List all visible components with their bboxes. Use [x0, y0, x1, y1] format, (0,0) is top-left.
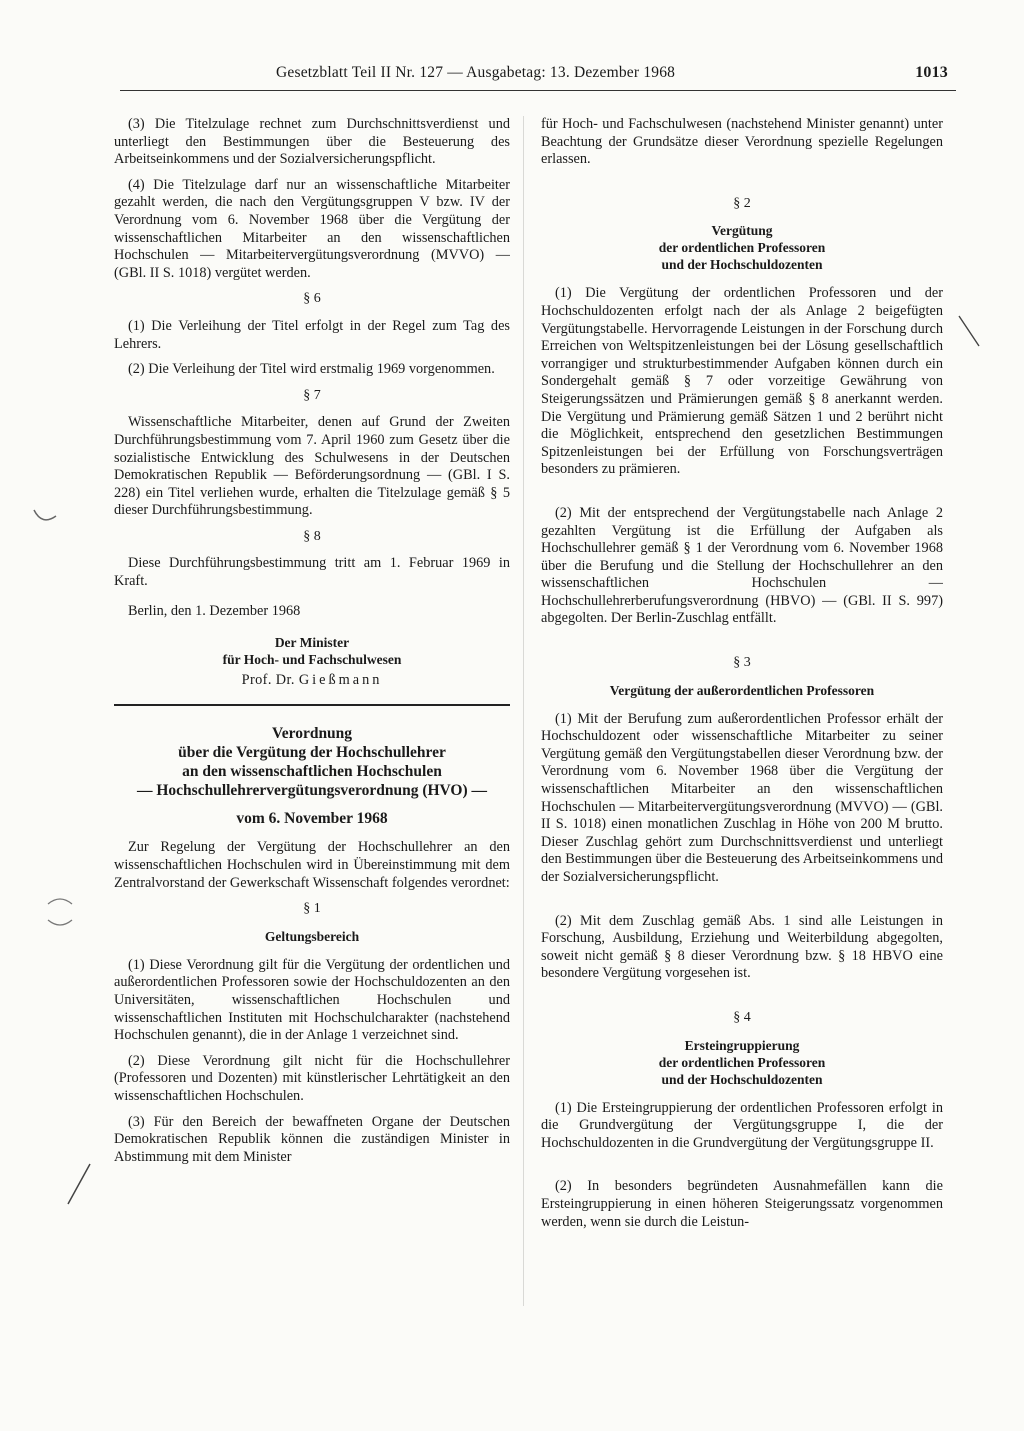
- section-4-paragraph-2: (2) In besonders begründeten Ausnahmefällen kann die Ersteingruppierung in einen höheren Steigerungssatz vorgenommen werden, wenn sie durch die Leistun-: [541, 1178, 943, 1230]
- section-1-paragraph-1: (1) Diese Verordnung gilt für die Vergütung der ordentlichen und außerordentlichen Professoren sowie der Hochschuldozenten an den Universitäten, wissenschaftlichen Hochschulen und wissenschaftlichen Instituten mit Hochschulcharakter (nachstehend Hochschulen genannt), die in der Anlage 1 verzeichnet sind.: [114, 956, 510, 1044]
- section-7-paragraph-1: Wissenschaftliche Mitarbeiter, denen auf Grund der Zweiten Durchführungsbestimmung vom 7. April 1960 zum Gesetz über die sozialistische Entwicklung des Schulwesens in der Deutschen Demokratischen Republik — Beförderungsordnung — (GBl. I S. 228) ein Titel verliehen wurde, erhalten die Titelzulage gemäß § 5 dieser Durchführungsbestimmung.: [114, 414, 510, 519]
- section-2-label: § 2: [733, 195, 751, 211]
- section-1-paragraph-2: (2) Diese Verordnung gilt nicht für die Hochschullehrer (Professoren und Dozenten) mit künstlerischer Lehrtätigkeit an den wissenschaftlichen Hochschulen.: [114, 1052, 510, 1104]
- scan-mark-slash: [955, 312, 985, 352]
- section-7-label: § 7: [303, 387, 321, 403]
- signer-org-line-2: für Hoch- und Fachschulwesen: [222, 652, 402, 668]
- paragraph-titelzulage-4: (4) Die Titelzulage darf nur an wissenschaftliche Mitarbeiter gezahlt werden, die nach den Vergütungsgruppen V bzw. IV der Verordnung vom 6. November 1968 über die Vergütung der wissenschaftlichen Mitarbeiter an den wissenschaftlichen Hochschulen — Mitarbeitervergütungsverordnung (MVVO) — (GBl. II S. 1018) vergütet werden.: [114, 176, 510, 281]
- section-1-label: § 1: [303, 901, 321, 917]
- section-4-label: § 4: [733, 1009, 751, 1025]
- separator-rule: [114, 704, 510, 706]
- header-title: Gesetzblatt Teil II Nr. 127 — Ausgabetag: 13. Dezember 1968: [276, 64, 676, 81]
- section-2-heading-line-1: Vergütung: [711, 223, 773, 239]
- place-and-date: Berlin, den 1. Dezember 1968: [128, 602, 301, 619]
- continuation-paragraph: für Hoch- und Fachschulwesen (nachstehend Minister genannt) unter Beachtung der Grundsätze dieser Verordnung spezielle Regelungen erlassen.: [541, 116, 943, 168]
- section-4-heading-line-1: Ersteingruppierung: [684, 1037, 800, 1053]
- section-1-heading: Geltungsbereich: [264, 928, 360, 944]
- scan-mark-circle: [40, 890, 80, 930]
- scan-mark-arc: [30, 500, 60, 530]
- section-4-heading-line-2: der ordentlichen Professoren: [658, 1054, 826, 1070]
- ordinance-title-line-2: über die Vergütung der Hochschullehrer: [178, 743, 446, 761]
- section-6-label: § 6: [303, 291, 321, 307]
- ordinance-title-line-4: — Hochschullehrervergütungsverordnung (HVO) —: [136, 781, 488, 799]
- preamble: Zur Regelung der Vergütung der Hochschullehrer an den wissenschaftlichen Hochschulen wird in Übereinstimmung mit dem Zentralvorstand der Gewerkschaft Wissenschaft folgendes verordnet:: [114, 839, 510, 891]
- section-6-paragraph-1: (1) Die Verleihung der Titel erfolgt in der Regel zum Tag des Lehrers.: [114, 317, 510, 352]
- section-2-heading-line-2: der ordentlichen Professoren: [658, 240, 826, 256]
- section-2-paragraph-2: (2) Mit der entsprechend der Vergütungstabelle nach Anlage 2 gezahlten Vergütung ist die Erfüllung der Aufgaben als Hochschullehrer gemäß § 1 der Verordnung vom 6. November 1968 über die Berufung und die Stellung der Hochschullehrer an den wissenschaftlichen Hochschulen — Hochschullehrerberufungsverordnung (HBVO) — (GBl. II S. 997) abgegolten. Der Berlin-Zuschlag entfällt.: [541, 504, 943, 627]
- section-2-paragraph-1: (1) Die Vergütung der ordentlichen Professoren und der Hochschuldozenten erfolgt nach der als Anlage 2 beigefügten Vergütungstabelle. Hervorragende Leistungen in der Forschung durch Erreichen von Weltspitzenleistungen bei der Lösung gesellschaftlich vorrangiger und strukturbestimmender Aufgaben können durch ein Sondergehalt gemäß § 7 oder vorzeitige Gewährung von Steigerungssätzen und Prämierungen gemäß § 8 anerkannt werden. Die Vergütung und Prämierung gemäß Sätzen 1 und 2 berührt nicht die Möglichkeit, entsprechend den gesetzlichen Bestimmungen Spitzenleistungen bei der Erfüllung von Forschungsverträgen besonders zu prämieren.: [541, 285, 943, 478]
- section-6-paragraph-2: (2) Die Verleihung der Titel wird erstmalig 1969 vorgenommen.: [128, 361, 495, 378]
- signer-name: Gießmann: [298, 672, 383, 689]
- section-4-paragraph-1: (1) Die Ersteingruppierung der ordentlichen Professoren erfolgt in die Grundvergütung der Vergütungsgruppe I, die der Hochschuldozenten in die Grundvergütung der Vergütungsgruppe II.: [541, 1099, 943, 1151]
- scan-mark-stroke: [60, 1160, 100, 1220]
- section-8-paragraph-1: Diese Durchführungsbestimmung tritt am 1. Februar 1969 in Kraft.: [114, 555, 510, 590]
- signer-line: [114, 672, 510, 690]
- page-header: [276, 64, 956, 88]
- section-3-heading: Vergütung der außerordentlichen Professoren: [609, 682, 875, 698]
- section-3-label: § 3: [733, 655, 751, 671]
- ordinance-title-line-1: Verordnung: [271, 724, 353, 742]
- left-column: [114, 116, 510, 1316]
- header-rule: [120, 90, 956, 91]
- signer-title: Prof. Dr.: [241, 672, 295, 689]
- column-divider: [523, 116, 524, 1306]
- section-3-paragraph-2: (2) Mit dem Zuschlag gemäß Abs. 1 sind alle Leistungen in Forschung, Ausbildung, Erziehung und Weiterbildung abgegolten, soweit nicht gemäß § 8 dieser Verordnung bzw. § 18 HBVO eine besondere Vergütung vorgesehen ist.: [541, 912, 943, 982]
- paragraph-titelzulage-3: (3) Die Titelzulage rechnet zum Durchschnittsverdienst und unterliegt den Bestimmungen über die Besteuerung des Arbeitseinkommens und der Sozialversicherungspflicht.: [114, 116, 510, 168]
- page-number: 1013: [915, 64, 948, 81]
- signer-org-line-1: Der Minister: [274, 635, 350, 651]
- ordinance-title-line-3: an den wissenschaftlichen Hochschulen: [182, 762, 442, 780]
- section-3-paragraph-1: (1) Mit der Berufung zum außerordentlichen Professor erhält der Hochschuldozent oder wissenschaftliche Mitarbeiter zu seiner Vergütung gemäß den Vergütungstabellen dieser Verordnung bzw. der Verordnung vom 6. November 1968 über die Vergütung der wissenschaftlichen Mitarbeiter an den wissenschaftlichen Hochschulen — Mitarbeitervergütungsverordnung (MVVO) — (GBl. II S. 1018) einen monatlichen Zuschlag in Höhe von 200 M brutto. Dieser Zuschlag gehört zum Durchschnittsverdienst und unterliegt den Bestimmungen über die Besteuerung des Arbeitseinkommens und der Sozialversicherungspflicht.: [541, 710, 943, 885]
- section-2-heading-line-3: und der Hochschuldozenten: [661, 257, 823, 273]
- ordinance-date: vom 6. November 1968: [236, 809, 388, 827]
- right-column: [541, 116, 943, 1316]
- section-8-label: § 8: [303, 528, 321, 544]
- section-1-paragraph-3: (3) Für den Bereich der bewaffneten Organe der Deutschen Demokratischen Republik können die zuständigen Minister in Abstimmung mit dem Minister: [114, 1113, 510, 1165]
- section-4-heading-line-3: und der Hochschuldozenten: [661, 1071, 823, 1087]
